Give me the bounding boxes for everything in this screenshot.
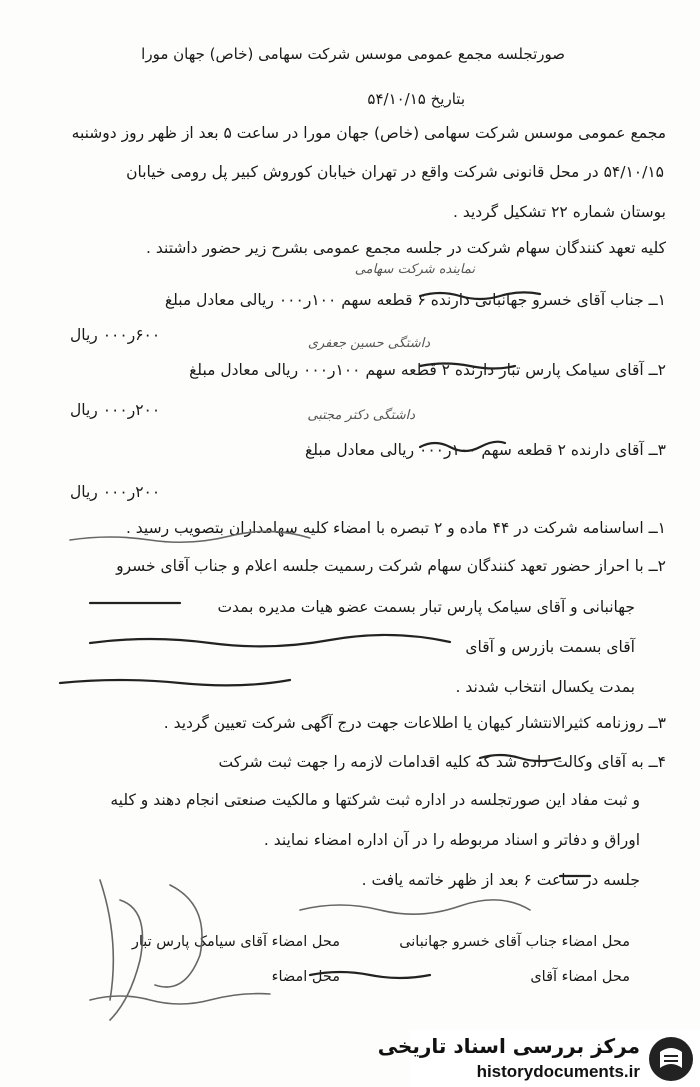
attendance-line: کلیه تعهد کنندگان سهام شرکت در جلسه مجمع عمومی بشرح زیر حضور داشتند .: [146, 239, 666, 257]
shareholder-1-amount: ۶۰۰ر۰۰۰ ریال: [70, 326, 161, 344]
shareholder-2-amount: ۲۰۰ر۰۰۰ ریال: [70, 401, 161, 419]
signature-label-1: محل امضاء جناب آقای خسرو جهانبانی: [399, 934, 630, 950]
strike-line-4: [90, 635, 450, 646]
intro-line-2: ۵۴/۱۰/۱۵ در محل قانونی شرکت واقع در تهران خیابان کوروش کبیر پل رومی خیابان: [126, 163, 664, 181]
resolution-2-cont-1: جهانبانی و آقای سیامک پارس تبار بسمت عضو هیات مدیره بمدت: [217, 598, 635, 616]
shareholder-2: ۲ــ آقای سیامک پارس تبار دارنده ۲ قطعه سهم ۱۰۰ر۰۰۰ ریالی معادل مبلغ: [189, 361, 666, 379]
resolution-3: ۳ــ روزنامه کثیرالانتشار کیهان یا اطلاعات جهت درج آگهی شرکت تعیین گردید .: [163, 714, 666, 732]
shareholder-3-amount: ۲۰۰ر۰۰۰ ریال: [70, 483, 161, 501]
archive-logo-icon: [646, 1034, 696, 1084]
resolution-4-cont-2: اوراق و دفاتر و اسناد مربوطه را در آن اداره امضاء نمایند .: [263, 831, 640, 849]
archive-name: مرکز بررسی اسناد تاریخی: [377, 1034, 640, 1058]
resolution-2-cont-2: آقای بسمت بازرس و آقای: [465, 638, 635, 656]
strike-name-3: [420, 442, 505, 451]
signature-label-3: محل امضاء آقای: [530, 969, 630, 985]
shareholder-1: ۱ــ جناب آقای خسرو جهانبانی دارنده ۶ قطعه سهم ۱۰۰ر۰۰۰ ریالی معادل مبلغ: [164, 291, 666, 309]
strike-name-6: [480, 755, 560, 761]
strike-sig-area: [310, 972, 430, 978]
handwriting-lower-left: [90, 994, 270, 1004]
archive-footer: [377, 1030, 700, 1087]
strike-line-5: [60, 680, 290, 685]
signature-label-4: محل امضاء: [271, 969, 340, 985]
handwritten-note-2: داشتگی حسین جعفری: [307, 336, 430, 351]
strike-name-1: [420, 292, 540, 299]
resolution-4-cont-1: و ثبت مفاد این صورتجلسه در اداره ثبت شرکتها و مالکیت صنعتی انجام دهند و کلیه: [110, 791, 640, 809]
document-date: بتاریخ ۵۴/۱۰/۱۵: [367, 90, 465, 108]
resolution-4: ۴ــ به آقای وکالت داده شد که کلیه اقدامات لازمه را جهت ثبت شرکت: [218, 753, 666, 771]
strike-name-2: [420, 364, 515, 369]
document-title: صورتجلسه مجمع عمومی موسس شرکت سهامی (خاص) جهان مورا: [141, 45, 565, 63]
closing-line: جلسه در ساعت ۶ بعد از ظهر خاتمه یافت .: [361, 871, 640, 889]
resolution-2: ۲ــ با احراز حضور تعهد کنندگان سهام شرکت رسمیت جلسه اعلام و جناب آقای خسرو: [116, 557, 666, 575]
intro-line-1: مجمع عمومی موسس شرکت سهامی (خاص) جهان مورا در ساعت ۵ بعد از ظهر روز دوشنبه: [71, 124, 666, 142]
intro-line-3: بوستان شماره ۲۲ تشکیل گردید .: [453, 203, 666, 221]
resolution-1: ۱ــ اساسنامه شرکت در ۴۴ ماده و ۲ تبصره با امضاء کلیه سهامداران بتصویب رسید .: [125, 519, 666, 537]
handwritten-note-1: نماینده شرکت سهامی: [354, 262, 475, 277]
handwriting-margin: [70, 531, 310, 542]
archive-url: historydocuments.ir: [476, 1062, 640, 1081]
shareholder-3: ۳ــ آقای دارنده ۲ قطعه سهم ۱۰۰ر۰۰۰ ریالی معادل مبلغ: [305, 441, 666, 459]
signature-left: [100, 880, 202, 1020]
signature-label-2: محل امضاء آقای سیامک پارس تبار: [131, 934, 340, 950]
handwritten-note-3: داشتگی دکتر مجتبی: [307, 408, 415, 423]
handwriting-lower: [300, 900, 530, 914]
resolution-2-cont-3: بمدت یکسال انتخاب شدند .: [455, 678, 635, 696]
